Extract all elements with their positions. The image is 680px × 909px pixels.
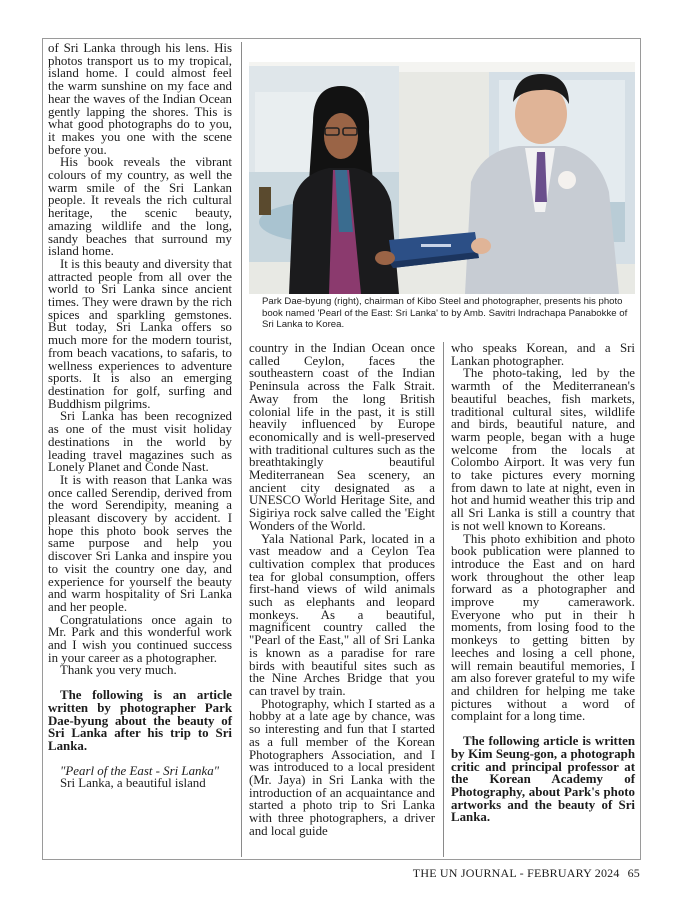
column-divider <box>443 342 444 857</box>
paragraph: His book reveals the vibrant colours of my country, as well the warm smile of the Sri Lankan people. It reveals the rich cultural heritage, the scenic beauty, amazing wildlife and the long, sandy beaches that surround my island home. <box>48 155 232 259</box>
article-column-2 <box>249 342 435 837</box>
photo-caption: Park Dae-byung (right), chairman of Kibo Steel and photographer, presents his photo book named 'Pearl of the East: Sri Lanka' to by Amb. Savitri Indrachapa Panabokke of Sri Lanka to Korea. <box>262 296 628 331</box>
paragraph: who speaks Korean, and a Sri Lankan photographer. <box>451 341 635 368</box>
paragraph: Congratulations once again to Mr. Park and this wonderful work and I wish you continued success in your career as a photographer. <box>48 612 232 665</box>
paragraph: Yala National Park, located in a vast meadow and a Ceylon Tea cultivation complex that produces tea for global consumption, offers first-hand views of wild animals such as elephants and leopard monkeys. As a beautiful, magnificent country called the "Pearl of the East," all of Sri Lanka is known as a paradise for rare birds with beautiful sites such as the Nine Arches Bridge that you can travel by train. <box>249 531 435 698</box>
paragraph: Sri Lanka, a beautiful island <box>60 776 206 791</box>
paragraph: It is with reason that Lanka was once called Serendip, derived from the word Serendipity, meaning a pleasant discovery by accident. I hope this photo book serves the same purpose and help you discover Sri Lanka and inspire you to visit the country one day, and experience for yourself the beauty and warm hospitality of Sri Lanka and her people. <box>48 472 232 614</box>
paragraph: This photo exhibition and photo book publication were planned to introduce the East and on hard work throughout the other leap forward as a photographer and improve my camerawork. Everyone who put in their h moments, from losing food to the monkeys to getting bitten by leeches and losing a cell phone, will remain beautiful memories, I am also forever grateful to my wife and children for helping me take pictures without a word of complaint for a long time. <box>451 531 635 724</box>
page-number: 65 <box>627 866 640 880</box>
photo-illustration <box>249 62 635 294</box>
intro-note: The following is an article written by photographer Park Dae-byung about the beauty of Sri Lanka after his trip to Sri Lanka. <box>48 688 232 753</box>
outro-note: The following article is written by Kim Seung-gon, a photograph critic and principal professor at the Korean Academy of Photography, about Park's photo artworks and the beauty of Sri Lanka. <box>451 734 635 825</box>
paragraph: of Sri Lanka through his lens. His photos transport us to my tropical, island home. I could almost feel the warm sunshine on my face and hear the waves of the Indian Ocean gently lapping the shores. This is what good photographs do to you, it makes you one with the scene before you. <box>48 41 232 157</box>
paragraph: It is this beauty and diversity that attracted people from all over the world to Sri Lanka since ancient times. They were drawn by the rich spices and sparkling gemstones. But today, Sri Lanka offers so much more for the modern tourist, from beach vacations, to safaris, to wellness experiences to adventure sports. It is also an emerging destination for golf, surfing and Buddhism pilgrims. <box>48 256 232 411</box>
column-divider <box>241 42 242 857</box>
article-column-1 <box>48 42 232 790</box>
page-footer <box>405 866 640 881</box>
ceremony-photo <box>249 62 635 294</box>
paragraph: country in the Indian Ocean once called Ceylon, faces the southeastern coast of the Indian Peninsula across the Falk Strait. Away from the long British colonial life in the past, it is still heavily influenced by Europe economically and is well-preserved with traditional cultures such as the breathtakingly beautiful Mediterranean Sea scenery, an ancient city designated as a UNESCO World Heritage Site, and Sigiriya rock salve called the 'Eight Wonders of the World. <box>249 341 435 533</box>
paragraph: The photo-taking, led by the warmth of the Mediterranean's beautiful beaches, fish markets, traditional cultural sites, wildlife and birds, beautiful nature, and warm people, began with a huge welcome from the locals at Colombo Airport. It was very fun to take pictures every morning from dawn to late at night, even in hot and humid weather this trip and all Sri Lanka is still a country that is not well known to Koreans. <box>451 366 635 533</box>
paragraph: Thank you very much. <box>60 663 177 678</box>
publication-name: THE UN JOURNAL - FEBRUARY 2024 <box>412 866 620 880</box>
paragraph: Photography, which I started as a hobby at a late age by chance, was so interesting and fun that I started as a full member of the Korean Photographers Association, and I was introduced to a local president (Mr. Jaya) in Sri Lanka with the introduction of an acquaintance and started a photo trip to Sri Lanka with three photographers, a driver and local guide <box>249 696 435 838</box>
paragraph: Sri Lanka has been recognized as one of the must visit holiday destinations in the world by leading travel magazines such as Lonely Planet and Conde Nast. <box>48 409 232 475</box>
article-column-3 <box>451 342 635 824</box>
article-title: "Pearl of the East - Sri Lanka" <box>60 763 220 778</box>
